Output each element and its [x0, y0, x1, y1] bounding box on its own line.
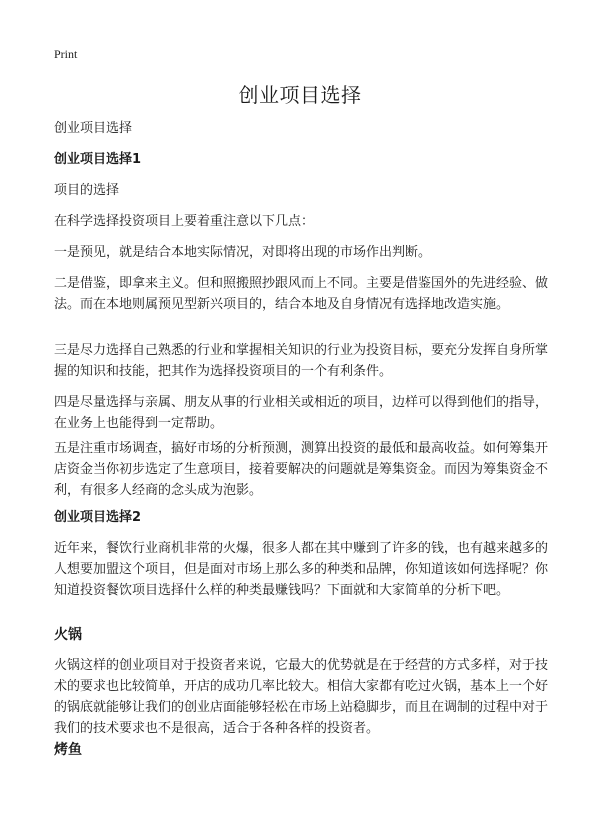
paragraph: 二是借鉴，即拿来主义。但和照搬照抄跟风而上不同。主要是借鉴国外的先进经验、做法。而在本地则属预见型新兴项目的，结合本地及自身情况有选择地改造实施。 — [54, 276, 549, 312]
grilled-fish-heading: 烤鱼 — [54, 742, 82, 758]
section2-heading: 创业项目选择2 — [54, 510, 142, 525]
paragraph: 近年来，餐饮行业商机非常的火爆，很多人都在其中赚到了许多的钱，也有越来越多的人想要加盟这个项目，但是面对市场上那么多的种类和品牌，你知道该如何选择呢？你知道投资餐饮项目选择什么样的种类最赚钱吗？下面就和大家简单的分析下吧。 — [54, 541, 549, 598]
subtitle: 创业项目选择 — [54, 121, 133, 136]
paragraph: 项目的选择 — [54, 183, 120, 198]
print-link[interactable]: Print — [54, 47, 78, 61]
paragraph: 五是注重市场调查，搞好市场的分析预测，测算出投资的最低和最高收益。如何筹集开店资金当你初步选定了生意项目，接着要解决的问题就是筹集资金。而因为筹集资金不利，有很多人经商的念头成为泡影。 — [54, 441, 549, 498]
paragraph: 三是尽力选择自己熟悉的行业和掌握相关知识的行业为投资目标，要充分发挥自身所掌握的知识和技能，把其作为选择投资项目的一个有利条件。 — [54, 343, 549, 379]
section1-heading: 创业项目选择1 — [54, 152, 142, 167]
paragraph: 火锅这样的创业项目对于投资者来说，它最大的优势就是在于经营的方式多样，对于技术的要求也比较简单，开店的成功几率比较大。相信大家都有吃过火锅，基本上一个好的锅底就能够让我们的创业店面能够轻松在市场上站稳脚步，而且在调制的过程中对于我们的技术要求也不是很高，适合于各种各样的投资者。 — [54, 658, 549, 736]
page-title: 创业项目选择 — [238, 83, 362, 107]
paragraph: 在科学选择投资项目上要着重注意以下几点： — [54, 214, 315, 229]
paragraph: 四是尽量选择与亲属、朋友从事的行业相关或相近的项目，边样可以得到他们的指导，在业务上也能得到一定帮助。 — [54, 395, 549, 431]
hotpot-heading: 火锅 — [54, 627, 82, 643]
paragraph: 一是预见，就是结合本地实际情况，对即将出现的市场作出判断。 — [54, 245, 432, 260]
